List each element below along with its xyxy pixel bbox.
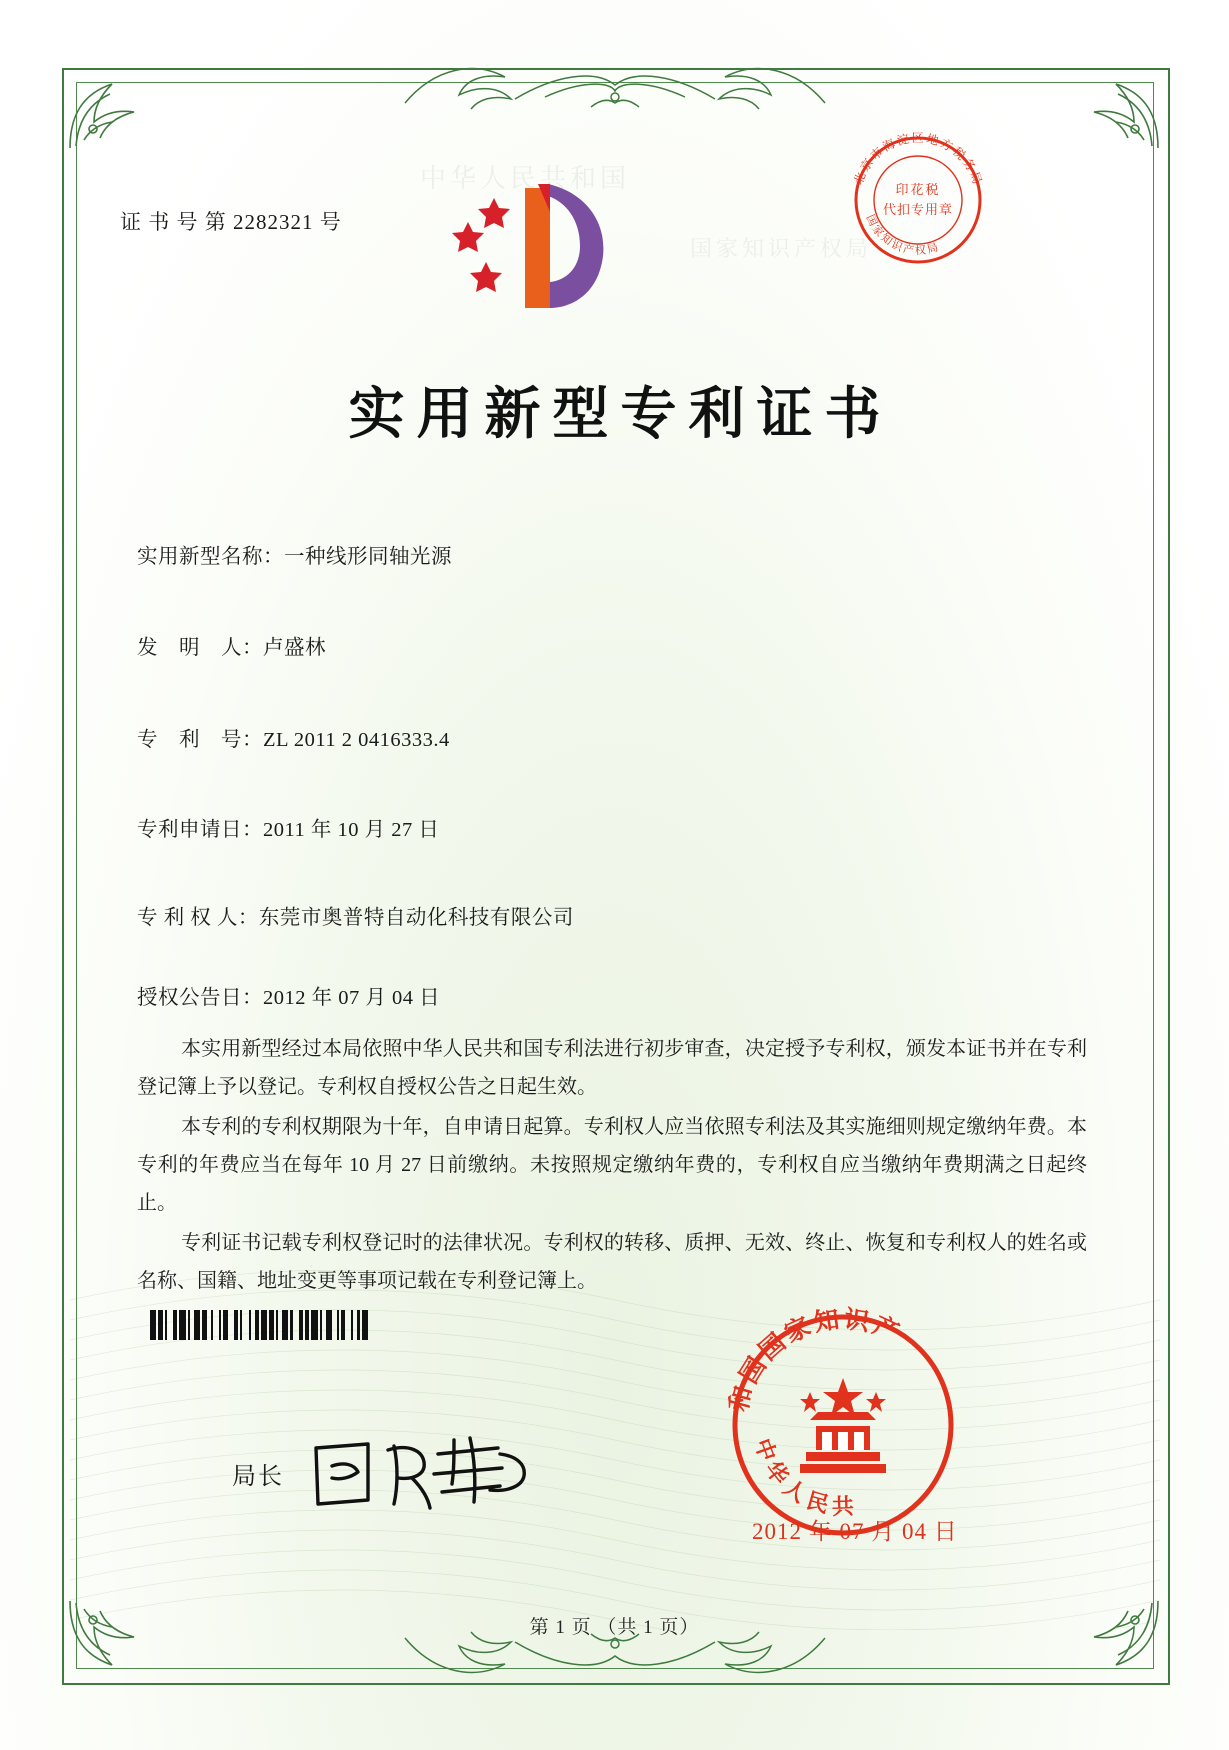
field-grant-date-label: 授权公告日： bbox=[137, 987, 263, 1009]
field-utility-model-name-value: 一种线形同轴光源 bbox=[284, 546, 452, 568]
body-paragraph-1: 本实用新型经过本局依照中华人民共和国专利法进行初步审查，决定授予专利权，颁发本证书并在专利登记簿上予以登记。专利权自授权公告之日起生效。 bbox=[137, 1038, 1087, 1098]
field-patent-number-value: ZL 2011 2 0416333.4 bbox=[263, 729, 450, 751]
field-patent-number-label: 专 利 号： bbox=[137, 729, 263, 751]
svg-text:代扣专用章: 代扣专用章 bbox=[882, 202, 954, 217]
field-patentee-value: 东莞市奥普特自动化科技有限公司 bbox=[258, 907, 574, 929]
field-patent-number bbox=[137, 722, 450, 752]
field-utility-model-name-label: 实用新型名称： bbox=[137, 546, 284, 568]
seal-date: 2012 年 07 月 04 日 bbox=[752, 1519, 958, 1544]
field-grant-date bbox=[137, 980, 440, 1010]
field-application-date bbox=[137, 812, 439, 842]
ghost-watermark-2: 国家知识产权局 bbox=[690, 236, 873, 261]
tax-seal-icon bbox=[838, 120, 998, 280]
field-inventor-value: 卢盛林 bbox=[263, 637, 326, 659]
patent-office-logo-icon bbox=[450, 170, 630, 320]
top-flourish-ornament-icon bbox=[395, 55, 835, 117]
director-signature-icon bbox=[302, 1430, 542, 1516]
field-application-date-value: 2011 年 10 月 27 日 bbox=[263, 819, 440, 841]
field-patentee bbox=[137, 900, 574, 930]
field-application-date-label: 专利申请日： bbox=[137, 819, 263, 841]
director-label: 局长 bbox=[232, 1463, 284, 1490]
barcode bbox=[150, 1310, 520, 1340]
body-paragraph-2: 本专利的专利权期限为十年，自申请日起算。专利权人应当依照专利法及其实施细则规定缴纳年费。本专利的年费应当在每年 10 月 27 日前缴纳。未按照规定缴纳年费的，专利权自应当缴纳年费期满之日起终止。 bbox=[137, 1116, 1087, 1214]
field-patentee-label: 专 利 权 人： bbox=[137, 907, 259, 929]
svg-text:和国国家知识产: 和国国家知识产 bbox=[725, 1306, 906, 1415]
field-inventor-label: 发 明 人： bbox=[137, 637, 263, 659]
svg-text:中华人民共: 中华人民共 bbox=[749, 1435, 861, 1520]
page-title: 实用新型专利证书 bbox=[348, 384, 893, 446]
page-footer: 第 1 页 （共 1 页） bbox=[529, 1617, 700, 1638]
director-signature-row bbox=[232, 1430, 542, 1516]
svg-text:印花税: 印花税 bbox=[895, 182, 941, 197]
field-inventor bbox=[137, 630, 326, 660]
field-utility-model-name bbox=[137, 539, 452, 569]
svg-text:北京市海淀区地方税务局: 北京市海淀区地方税务局 bbox=[851, 130, 986, 188]
ghost-watermark-1: 中华人民共和国 bbox=[420, 164, 631, 193]
body-text bbox=[137, 1030, 1087, 1302]
body-paragraph-3: 专利证书记载专利权登记时的法律状况。专利权的转移、质押、无效、终止、恢复和专利权人的姓名或名称、国籍、地址变更等事项记载在专利登记簿上。 bbox=[137, 1232, 1087, 1292]
field-grant-date-value: 2012 年 07 月 04 日 bbox=[263, 987, 441, 1009]
svg-text:国家知识产权局: 国家知识产权局 bbox=[863, 213, 942, 258]
certificate-number: 证 书 号 第 2282321 号 bbox=[120, 210, 342, 234]
